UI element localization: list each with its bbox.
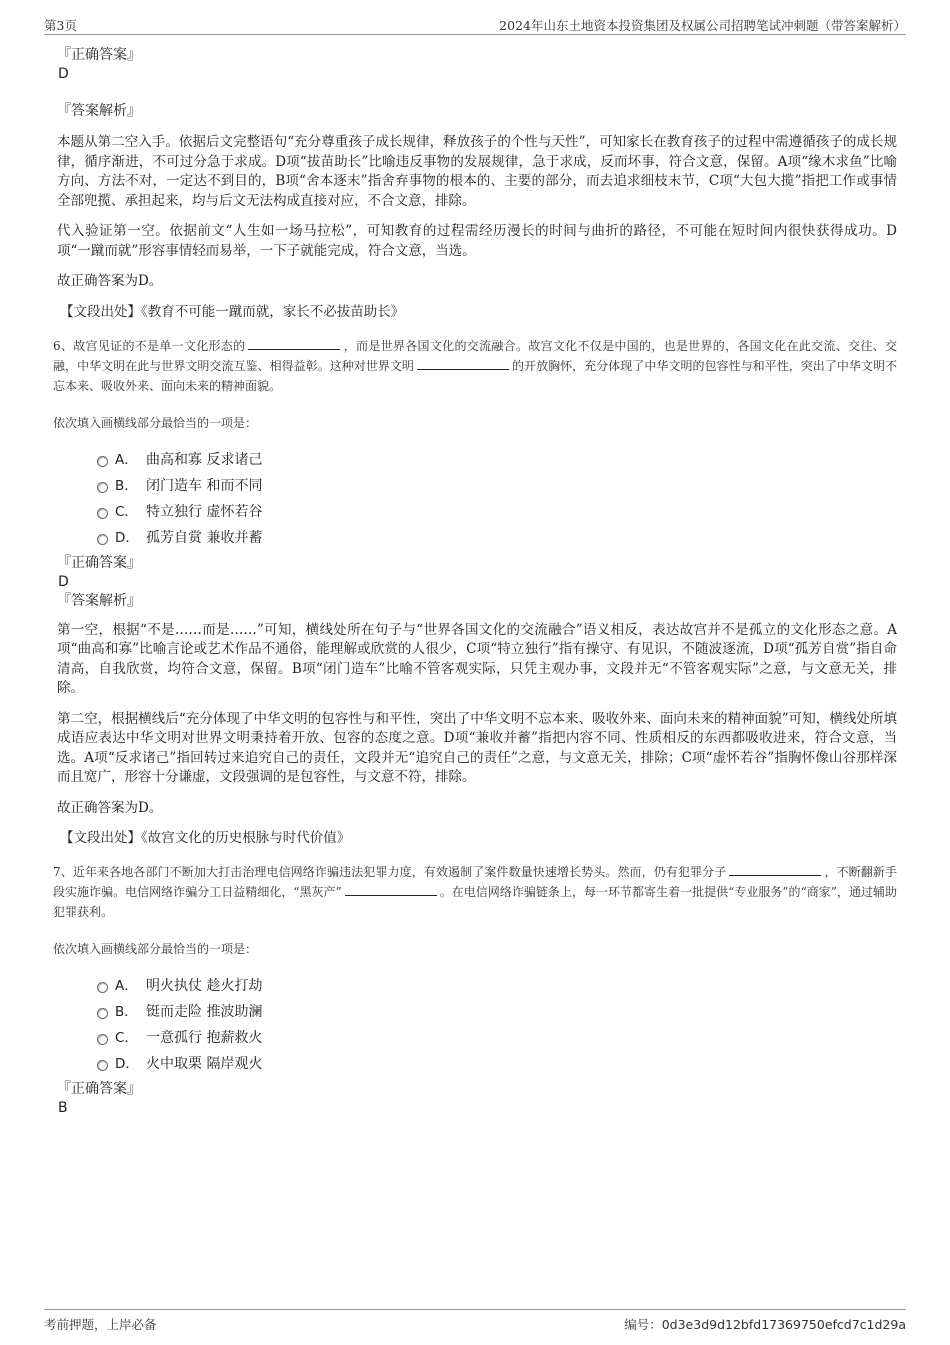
source-citation: 【文段出处】《故宫文化的历史根脉与时代价值》 [60,830,351,846]
radio-button[interactable] [97,1008,108,1019]
analysis-paragraph: 本题从第二空入手。依据后文完整语句“充分尊重孩子成长规律，释放孩子的个性与天性”，可知家长在教育孩子的过程中需遵循孩子的成长规律，循序渐进，不可过分急于求成。D项“拔苗助长”比喻违反事物的发展规律，急于求成，反而坏事，符合文意，保留。A项“缘木求鱼”比喻方向、方法不对，一定达不到目的，B项“舍本逐末”指舍弃事物的根本的、主要的部分，而去追求细枝末节，C项“大包大揽”指把工作或事情全部兜揽、承担起来，均与后文无法构成直接对应，不合文意，排除。 [57,134,897,209]
question-7-text: 7、近年来各地各部门不断加大打击治理电信网络诈骗违法犯罪力度，有效遏制了案件数量快速增长势头。然而，仍有犯罪分子 ，不断翻新手段实施诈骗。电信网络诈骗分工日益精细化，“黑灰产” 。在电信网络诈骗链条上，每一环节都寄生着一批提供“专业服务”的“商家”，通过辅助犯罪获利。 [53,865,897,919]
source-citation: 【文段出处】《教育不可能一蹴而就，家长不必拔苗助长》 [60,303,405,320]
option-a[interactable]: A． 曲高和寡 反求诸己 [57,450,897,476]
question-7-options [57,976,897,1080]
correct-answer: B [58,1100,68,1116]
option-d[interactable]: D． 火中取栗 隔岸观火 [57,1054,897,1080]
page-content [53,46,897,1118]
analysis-paragraph: 代入验证第一空。依据前文“人生如一场马拉松”，可知教育的过程需经历漫长的时间与曲折的路径，不可能在短时间内很快获得成功。D项“一蹴而就”形容事情轻而易举，一下子就能完成，符合文意，当选。 [57,223,897,259]
fill-blank [248,337,340,350]
analysis-paragraph: 第二空，根据横线后“充分体现了中华文明的包容性与和平性，突出了中华文明不忘本来、吸收外来、面向未来的精神面貌”可知，横线处所填成语应表达中华文明对世界文明秉持着开放、包容的态度之意。D项“兼收并蓄”指把内容不同、性质相反的东西都吸收进来，符合文意，当选。A项“反求诸己”指回转过来追究自己的责任，文段并无“追究自己的责任”之意，与文意无关，排除；C项“虚怀若谷”指胸怀像山谷那样深而且宽广，形容十分谦虚，文段强调的是包容性，与文意不符，排除。 [57,710,897,785]
radio-button[interactable] [97,534,108,545]
radio-button[interactable] [97,508,108,519]
question-6-prompt: 依次填入画横线部分最恰当的一项是： [53,415,258,430]
option-b[interactable]: B． 闭门造车 和而不同 [57,476,897,502]
radio-button[interactable] [97,982,108,993]
correct-answer-label: 『正确答案』 [57,554,141,571]
radio-button[interactable] [97,1060,108,1071]
fill-blank [417,357,509,370]
correct-answer-label: 『正确答案』 [57,1081,141,1097]
question-7-prompt: 依次填入画横线部分最恰当的一项是： [53,942,258,956]
analysis-label: 『答案解析』 [57,592,141,609]
page-header [44,14,906,35]
footer-slogan: 考前押题，上岸必备 [44,1317,157,1332]
analysis-label: 『答案解析』 [57,103,141,119]
radio-button[interactable] [97,482,108,493]
question-6-text: 6、故宫见证的不是单一文化形态的 ，而是世界各国文化的交流融合。故宫文化不仅是中国的，也是世界的，各国文化在此交流、交往、交融，中华文明在此与世界文明交流互鉴、相得益彰。这种对世界文明 的开放胸怀，充分体现了中华文明的包容性与和平性，突出了中华文明不忘本来、吸收外来、面向未来的精神面貌。 [53,338,897,393]
radio-button[interactable] [97,456,108,467]
document-title: 2024年山东土地资本投资集团及权属公司招聘笔试冲刺题（带答案解析） [499,18,906,33]
page-footer [44,1309,906,1334]
option-c[interactable]: C． 特立独行 虚怀若谷 [57,502,897,528]
document-id: 编号：0d3e3d9d12bfd17369750efcd7c1d29a [624,1317,906,1332]
option-b[interactable]: B． 铤而走险 推波助澜 [57,1002,897,1028]
correct-answer: D [58,573,69,590]
radio-button[interactable] [97,1034,108,1045]
option-d[interactable]: D． 孤芳自赏 兼收并蓄 [57,528,897,554]
option-c[interactable]: C． 一意孤行 抱薪救火 [57,1028,897,1054]
fill-blank [345,883,437,896]
question-6-options [57,450,897,554]
analysis-paragraph: 故正确答案为D。 [57,799,163,816]
fill-blank [729,863,821,876]
option-a[interactable]: A． 明火执仗 趁火打劫 [57,976,897,1002]
correct-answer-label: 『正确答案』 [57,47,141,63]
correct-answer: D [58,66,69,82]
analysis-paragraph: 第一空，根据“不是……而是……”可知，横线处所在句子与“世界各国文化的交流融合”语义相反，表达故宫并不是孤立的文化形态之意。A项“曲高和寡”比喻言论或艺术作品不通俗，能理解或欣赏的人很少，C项“特立独行”指有操守、有见识，不随波逐流，D项“孤芳自赏”指自命清高，自我欣赏，均符合文意，保留。B项“闭门造车”比喻不管客观实际，只凭主观办事，文段并无“不管客观实际”之意，与文意无关，排除。 [57,621,897,696]
analysis-paragraph: 故正确答案为D。 [57,273,163,289]
page-number: 第3页 [44,18,77,33]
